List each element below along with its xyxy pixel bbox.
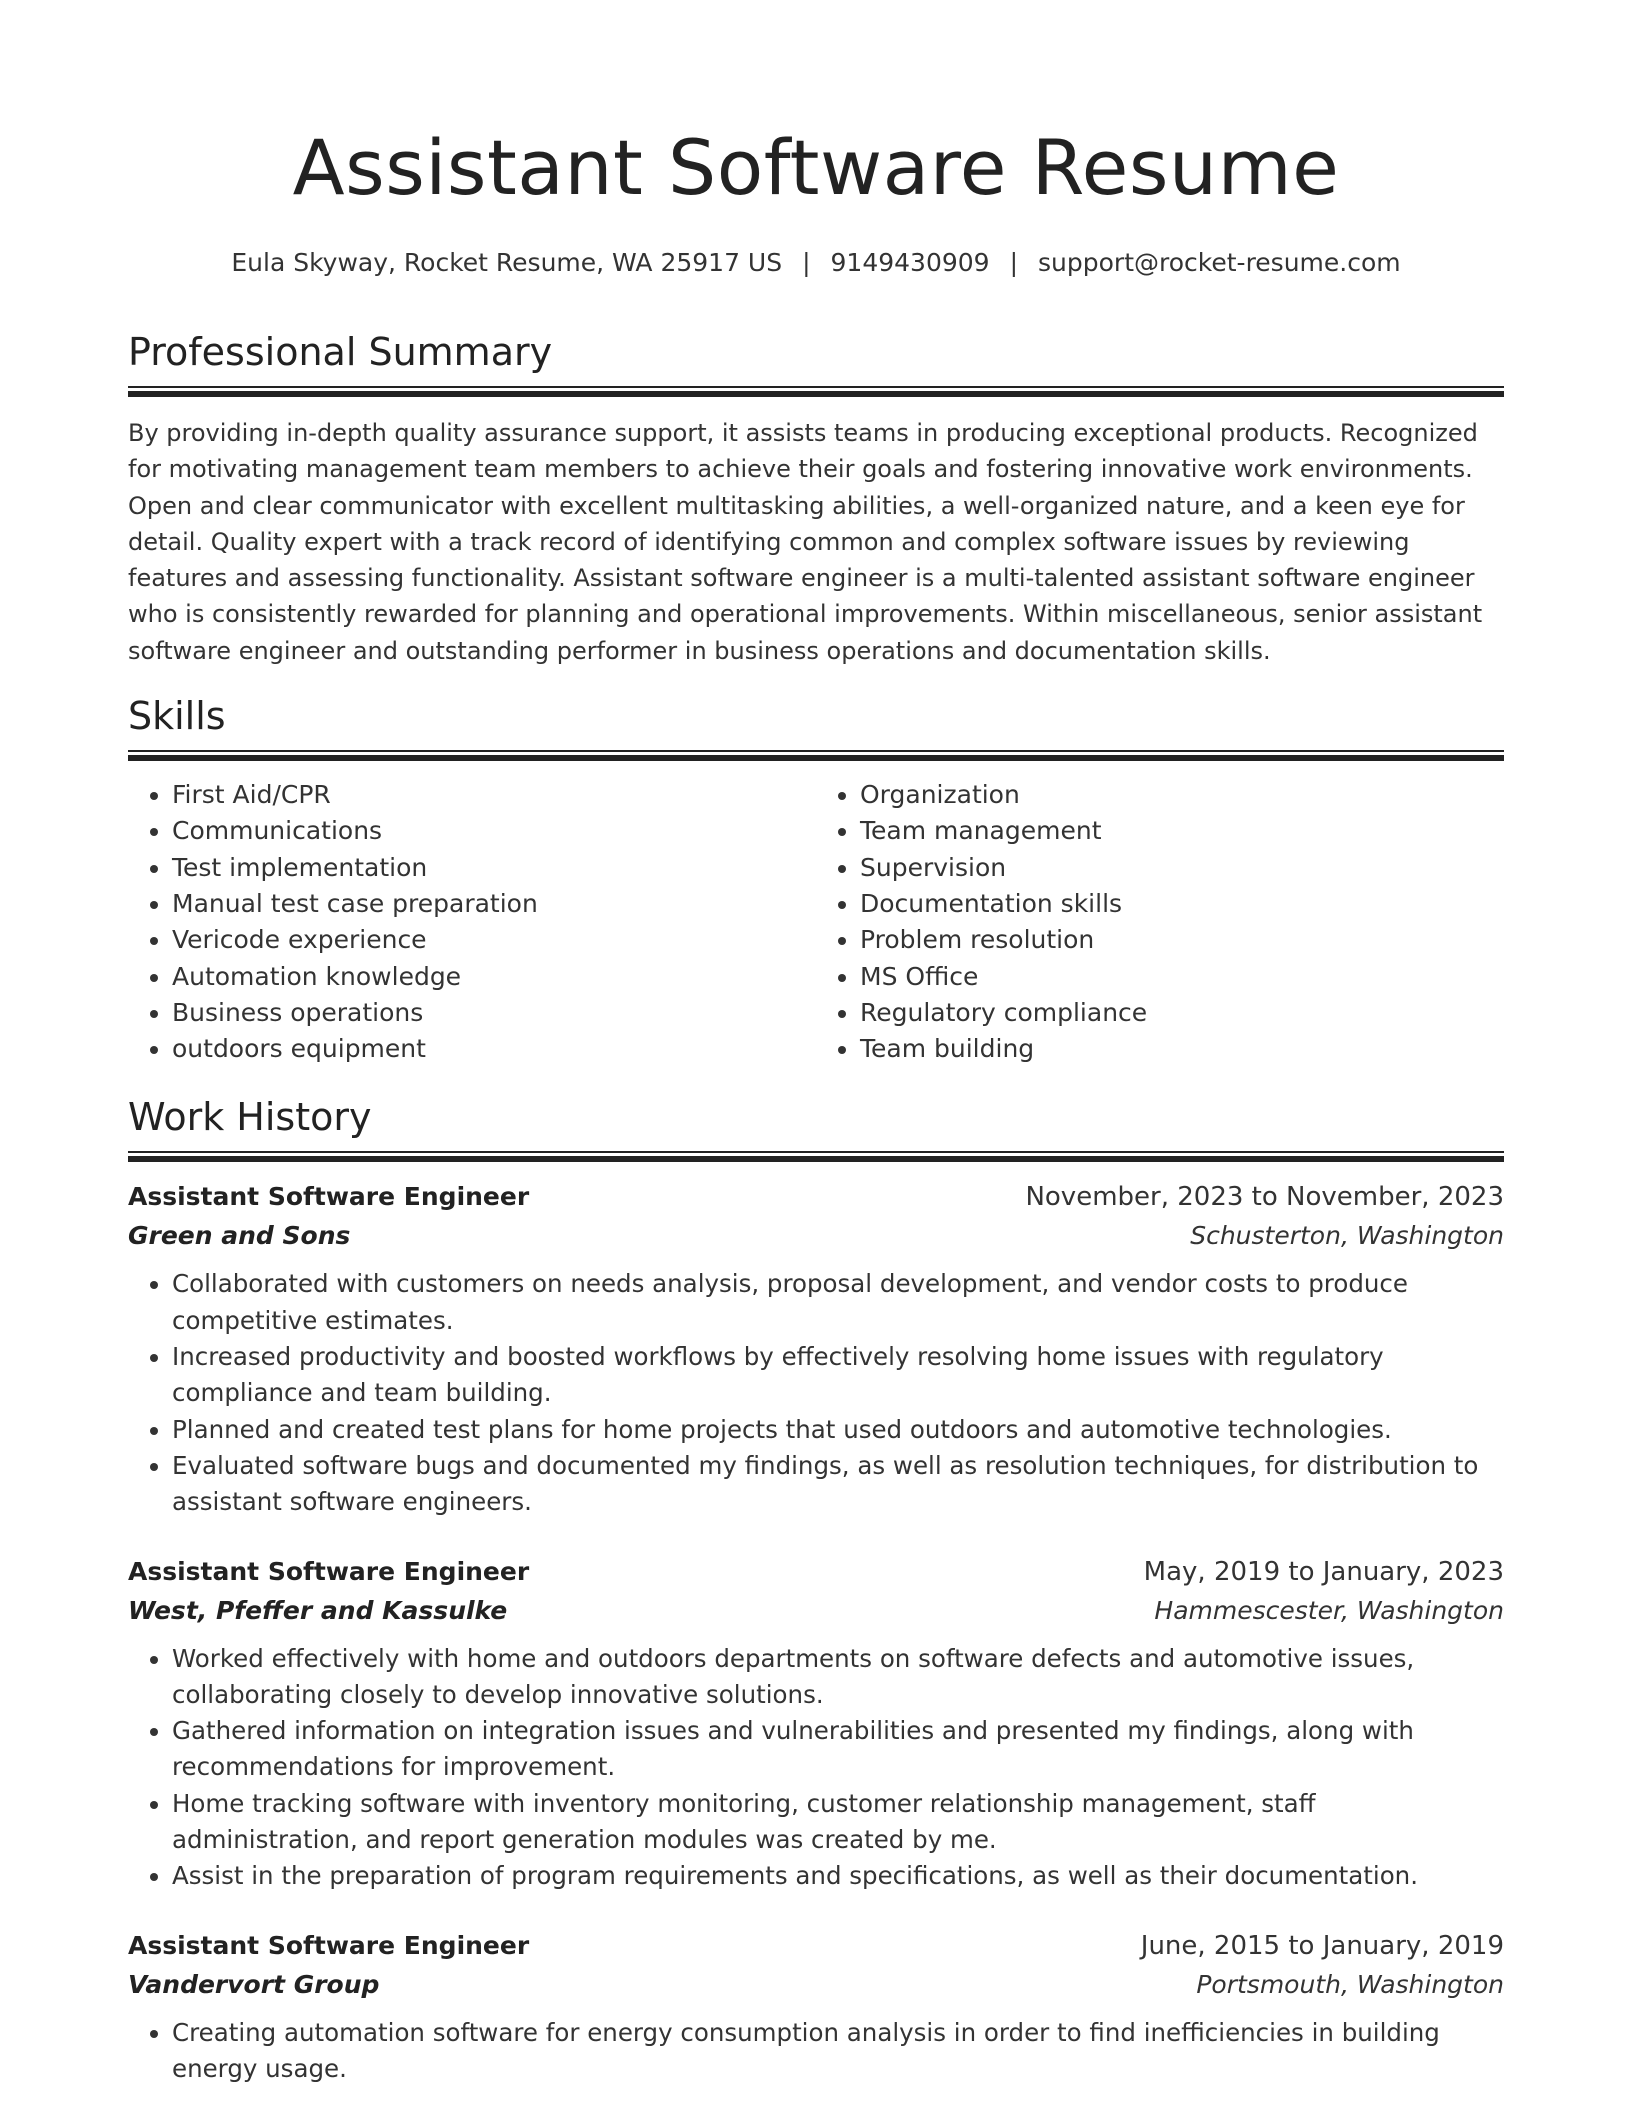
skill-item: • Communications	[172, 813, 816, 849]
skills-section	[128, 692, 1504, 1067]
job-bullet: • Creating automation software for energy consumption analysis in order to find inefficiencies in building energy usage.	[172, 2015, 1504, 2088]
job-company: Vandervort Group	[128, 1969, 380, 1999]
skill-item: • First Aid/CPR	[172, 777, 816, 813]
skills-heading: Skills	[128, 694, 226, 739]
skill-item: • Business operations	[172, 995, 816, 1031]
job-bullets	[128, 1266, 1504, 1520]
work-history-heading: Work History	[128, 1095, 372, 1140]
skill-item: • Automation knowledge	[172, 959, 816, 995]
job-location: Hammescester, Washington	[1154, 1595, 1504, 1625]
job-entry	[128, 1178, 1504, 1520]
skill-item: • Team management	[860, 813, 1504, 849]
skill-item: • Vericode experience	[172, 922, 816, 958]
contact-separator: |	[1009, 248, 1019, 277]
skill-item: • Organization	[860, 777, 1504, 813]
job-company: Green and Sons	[128, 1221, 351, 1251]
job-bullet: • Collaborated with customers on needs analysis, proposal development, and vendor costs to produce competitive estimates.	[172, 1266, 1504, 1339]
contact-address: Eula Skyway, Rocket Resume, WA 25917 US	[231, 248, 783, 277]
job-dates: June, 2015 to January, 2019	[1140, 1930, 1504, 1961]
summary-section	[128, 328, 1504, 669]
job-bullets	[128, 1641, 1504, 1895]
skill-item: • outdoors equipment	[172, 1031, 816, 1067]
skill-item: • Regulatory compliance	[860, 995, 1504, 1031]
resume-title: Assistant Software Resume	[292, 123, 1340, 212]
skill-item: • Test implementation	[172, 850, 816, 886]
job-location: Portsmouth, Washington	[1196, 1969, 1504, 1999]
summary-text: By providing in-depth quality assurance support, it assists teams in producing exceptional products. Recognized for motivating management team members to achieve their goals and fostering innovative work environments. Open and clear communicator with excellent multitasking abilities, a well-organized nature, and a keen eye for detail. Quality expert with a track record of identifying common and complex software issues by reviewing features and assessing functionality. Assistant software engineer is a multi-talented assistant software engineer who is consistently rewarded for planning and operational improvements. Within miscellaneous, senior assistant software engineer and outstanding performer in business operations and documentation skills.	[128, 419, 1483, 665]
job-bullet: • Increased productivity and boosted workflows by effectively resolving home issues with regulatory compliance and team building.	[172, 1339, 1504, 1412]
skill-item: • Supervision	[860, 850, 1504, 886]
contact-phone: 9149430909	[830, 248, 990, 277]
skills-list-right	[816, 777, 1504, 1067]
job-header-row	[128, 1927, 1504, 1965]
skill-item: • MS Office	[860, 959, 1504, 995]
skills-columns	[128, 777, 1504, 1067]
job-bullets	[128, 2015, 1504, 2088]
job-bullet: • Assist in the preparation of program requirements and specifications, as well as their documentation.	[172, 1858, 1504, 1894]
work-history-section	[128, 1093, 1504, 2087]
job-company: West, Pfeffer and Kassulke	[128, 1595, 508, 1625]
skills-list-left	[128, 777, 816, 1067]
skill-item: • Documentation skills	[860, 886, 1504, 922]
contact-email: support@rocket-resume.com	[1038, 248, 1401, 277]
job-header-row	[128, 1553, 1504, 1591]
job-entry	[128, 1927, 1504, 2088]
section-divider	[128, 386, 1504, 397]
job-bullet: • Gathered information on integration issues and vulnerabilities and presented my findings, along with recommendations for improvement.	[172, 1713, 1504, 1786]
skill-item: • Team building	[860, 1031, 1504, 1067]
skill-item: • Manual test case preparation	[172, 886, 816, 922]
section-divider	[128, 1151, 1504, 1162]
job-bullet: • Worked effectively with home and outdoors departments on software defects and automotive issues, collaborating closely to develop innovative solutions.	[172, 1641, 1504, 1714]
skill-item: • Problem resolution	[860, 922, 1504, 958]
contact-separator: |	[802, 248, 811, 277]
job-bullet: • Home tracking software with inventory monitoring, customer relationship management, staff administration, and report generation modules was created by me.	[172, 1786, 1504, 1859]
job-entry	[128, 1553, 1504, 1895]
job-location: Schusterton, Washington	[1190, 1221, 1504, 1251]
job-title: Assistant Software Engineer	[128, 1930, 530, 1960]
contact-line	[128, 246, 1504, 280]
job-header-row	[128, 1178, 1504, 1216]
job-bullet: • Planned and created test plans for home projects that used outdoors and automotive technologies.	[172, 1412, 1504, 1448]
job-dates: November, 2023 to November, 2023	[1025, 1182, 1504, 1213]
job-title: Assistant Software Engineer	[128, 1182, 530, 1212]
summary-heading: Professional Summary	[128, 330, 553, 374]
job-dates: May, 2019 to January, 2023	[1143, 1556, 1504, 1587]
job-company-row	[128, 1965, 1504, 2005]
section-divider	[128, 750, 1504, 761]
job-company-row	[128, 1216, 1504, 1256]
job-title: Assistant Software Engineer	[128, 1556, 530, 1586]
job-company-row	[128, 1591, 1504, 1631]
job-bullet: • Evaluated software bugs and documented my findings, as well as resolution techniques, for distribution to assistant software engineers.	[172, 1448, 1504, 1521]
